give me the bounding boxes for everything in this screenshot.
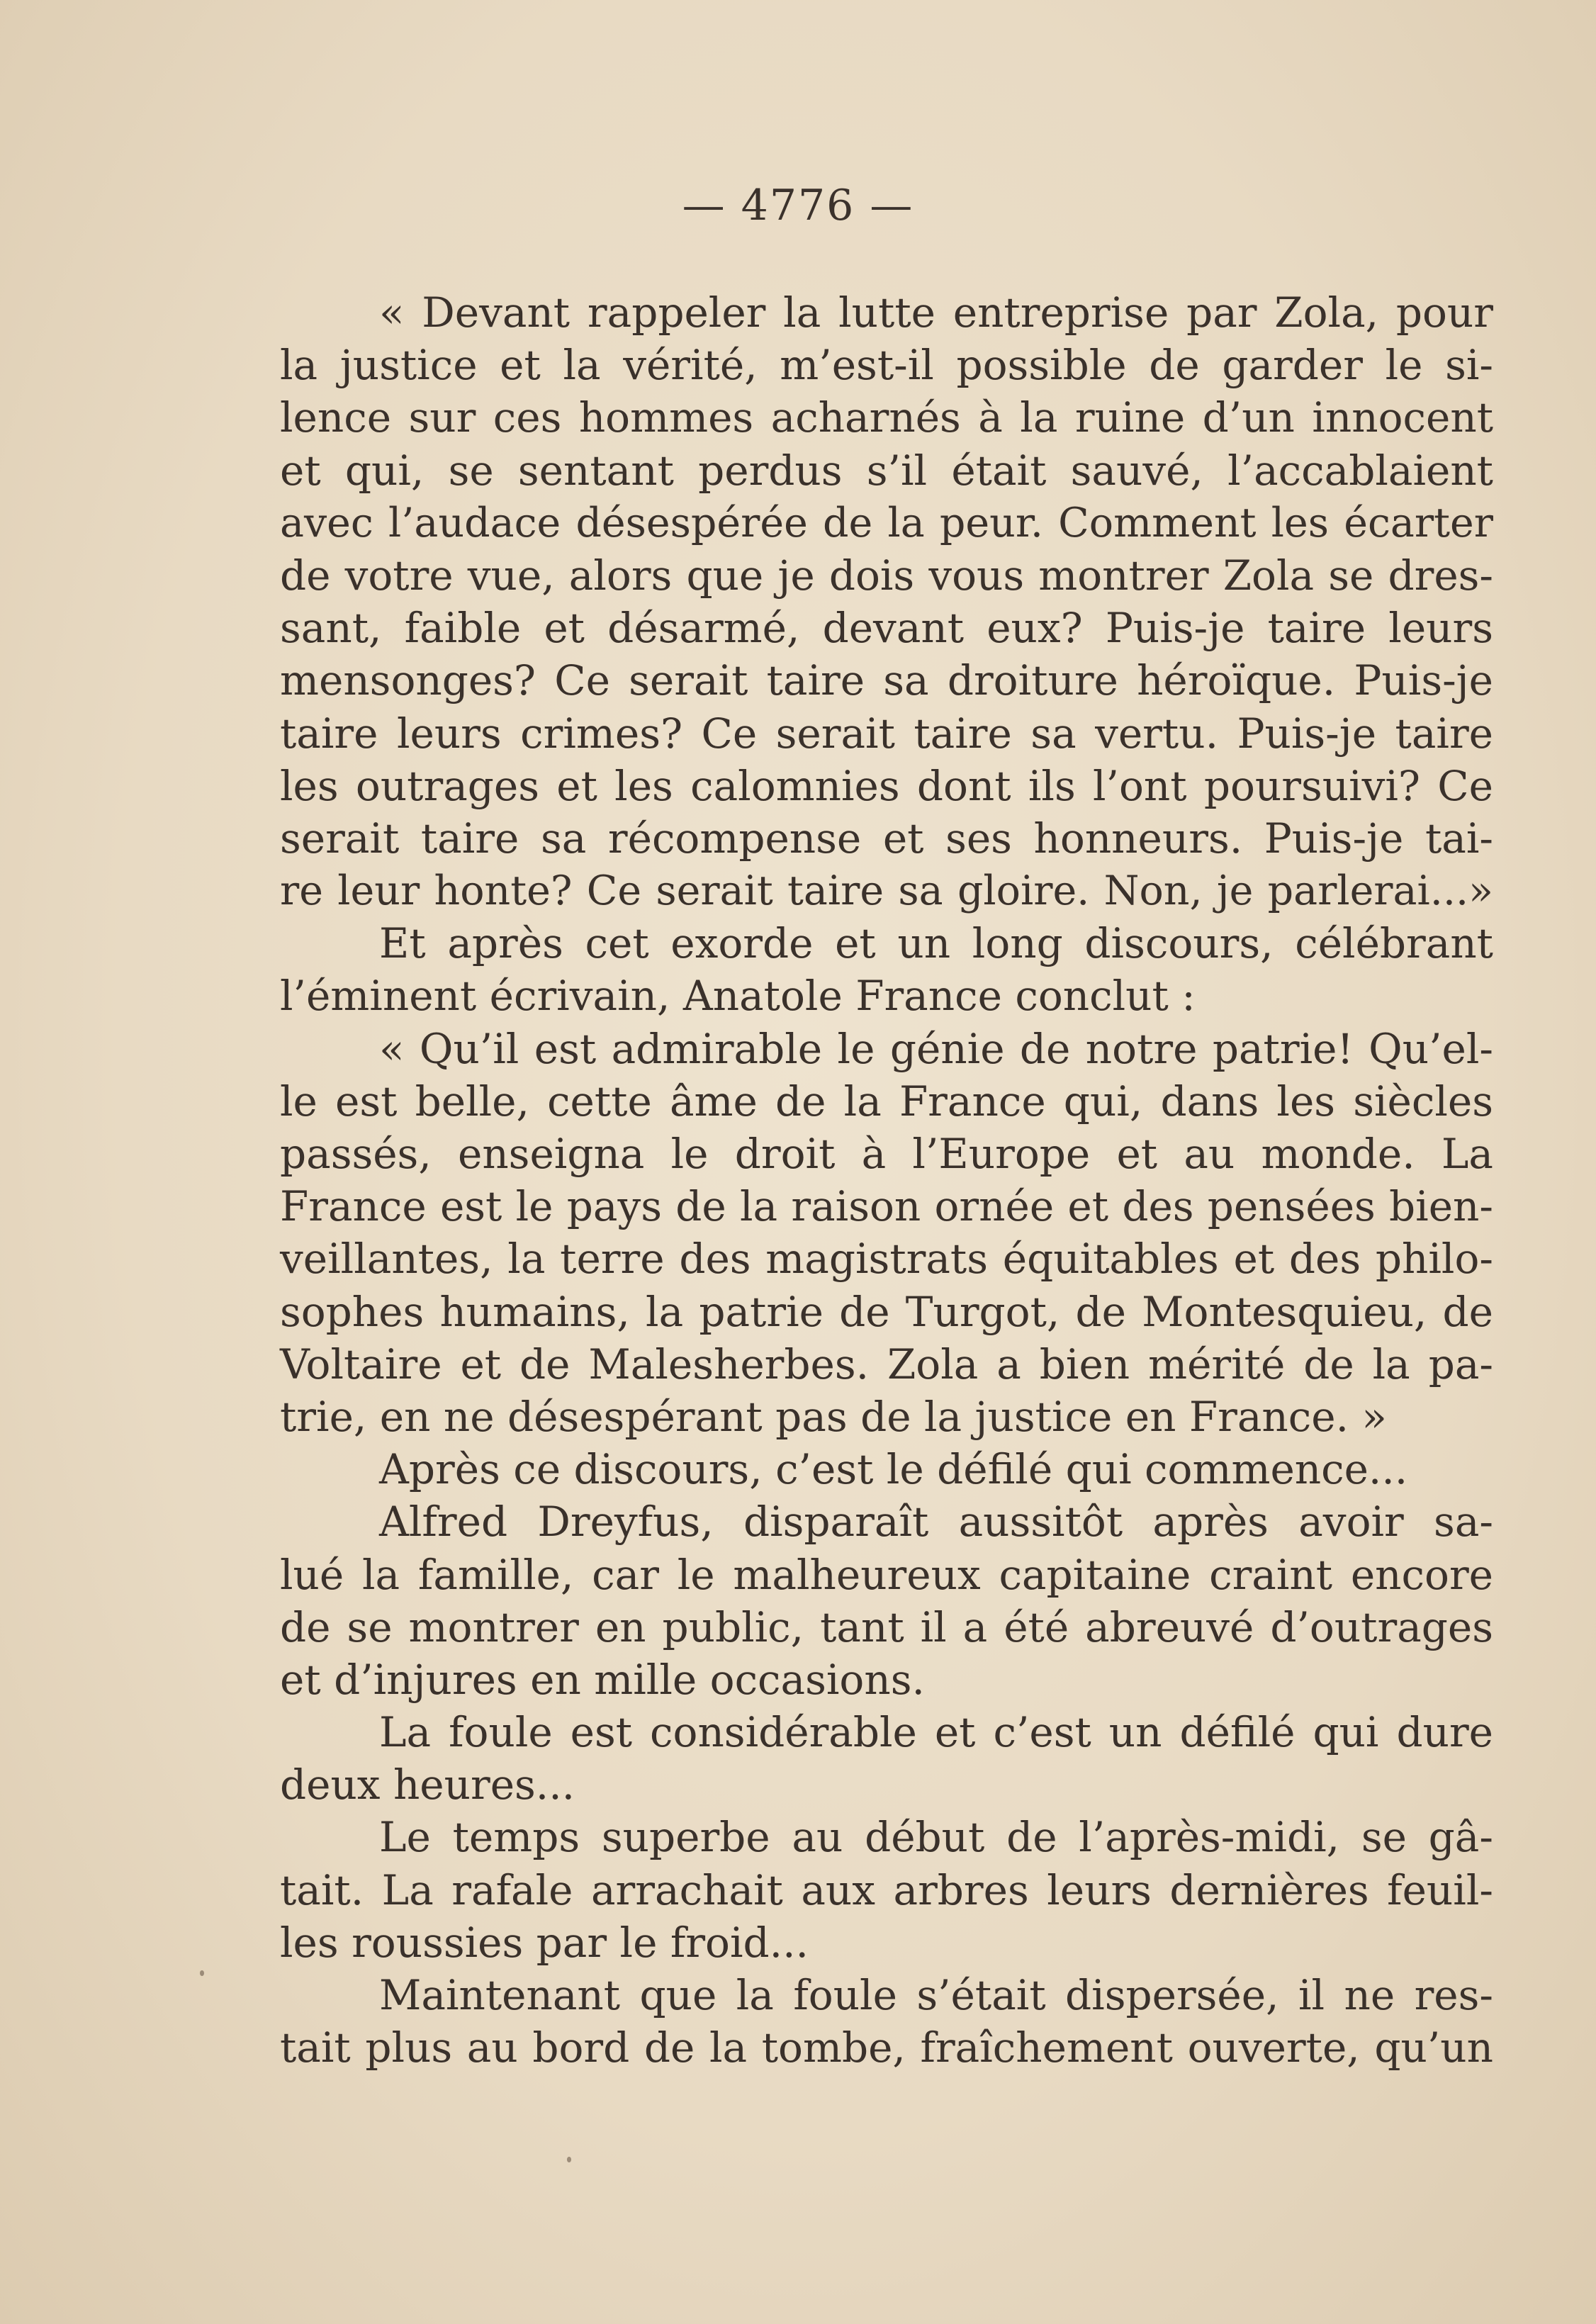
paper-speck bbox=[200, 1970, 204, 1976]
body-text bbox=[280, 286, 1493, 2074]
text-line: sant, faible et désarmé, devant eux? Puis-je taire leurs bbox=[280, 604, 1493, 653]
text-line: Après ce discours, c’est le défilé qui commence... bbox=[379, 1445, 1408, 1494]
text-line: re leur honte? Ce serait taire sa gloire. Non, je parlerai...» bbox=[280, 868, 1493, 915]
text-line: les roussies par le froid... bbox=[280, 1918, 809, 1967]
text-line: de votre vue, alors que je dois vous montrer Zola se dres- bbox=[280, 551, 1493, 600]
text-line: Maintenant que la foule s’était dispersée, il ne res- bbox=[379, 1971, 1493, 2019]
text-line: Le temps superbe au début de l’après-midi, se gâ- bbox=[379, 1813, 1493, 1862]
text-line: trie, en ne désespérant pas de la justice en France. » bbox=[280, 1392, 1387, 1441]
text-line: tait plus au bord de la tombe, fraîchement ouverte, qu’un bbox=[280, 2023, 1493, 2072]
text-line: taire leurs crimes? Ce serait taire sa vertu. Puis-je taire bbox=[280, 709, 1493, 758]
text-line: la justice et la vérité, m’est-il possible de garder le si- bbox=[280, 341, 1493, 390]
text-line: serait taire sa récompense et ses honneurs. Puis-je tai- bbox=[280, 814, 1493, 863]
text-line: lué la famille, car le malheureux capitaine craint encore bbox=[280, 1550, 1493, 1599]
text-line: Voltaire et de Malesherbes. Zola a bien mérité de la pa- bbox=[280, 1340, 1493, 1388]
text-line: les outrages et les calomnies dont ils l’ont poursuivi? Ce bbox=[280, 761, 1493, 810]
text-line: et d’injures en mille occasions. bbox=[280, 1655, 925, 1704]
paper-speck bbox=[567, 2157, 571, 2162]
text-line: mensonges? Ce serait taire sa droiture héroïque. Puis-je bbox=[280, 656, 1493, 705]
text-line: avec l’audace désespérée de la peur. Comment les écarter bbox=[280, 499, 1493, 546]
text-line: et qui, se sentant perdus s’il était sauvé, l’accablaient bbox=[280, 446, 1493, 495]
text-line: « Devant rappeler la lutte entreprise par Zola, pour bbox=[379, 288, 1493, 337]
text-line: deux heures... bbox=[280, 1761, 575, 1809]
page-number: — 4776 — bbox=[682, 181, 914, 230]
text-line: l’éminent écrivain, Anatole France conclut : bbox=[280, 972, 1196, 1021]
text-line: La foule est considérable et c’est un défilé qui dure bbox=[379, 1708, 1493, 1757]
text-line: sophes humains, la patrie de Turgot, de Montesquieu, de bbox=[280, 1287, 1493, 1336]
text-line: « Qu’il est admirable le génie de notre patrie! Qu’el- bbox=[379, 1024, 1493, 1073]
text-line: le est belle, cette âme de la France qui, dans les siècles bbox=[280, 1077, 1493, 1125]
text-line: passés, enseigna le droit à l’Europe et au monde. La bbox=[280, 1130, 1493, 1178]
text-line: Et après cet exorde et un long discours, célébrant bbox=[379, 919, 1493, 968]
text-line: Alfred Dreyfus, disparaît aussitôt après avoir sa- bbox=[379, 1498, 1493, 1546]
text-line: de se montrer en public, tant il a été abreuvé d’outrages bbox=[280, 1602, 1493, 1651]
text-line: tait. La rafale arrachait aux arbres leurs dernières feuil- bbox=[280, 1865, 1493, 1914]
text-line: France est le pays de la raison ornée et des pensées bien- bbox=[280, 1182, 1493, 1231]
text-line: lence sur ces hommes acharnés à la ruine d’un innocent bbox=[280, 393, 1493, 442]
text-line: veillantes, la terre des magistrats équitables et des philo- bbox=[280, 1235, 1493, 1284]
